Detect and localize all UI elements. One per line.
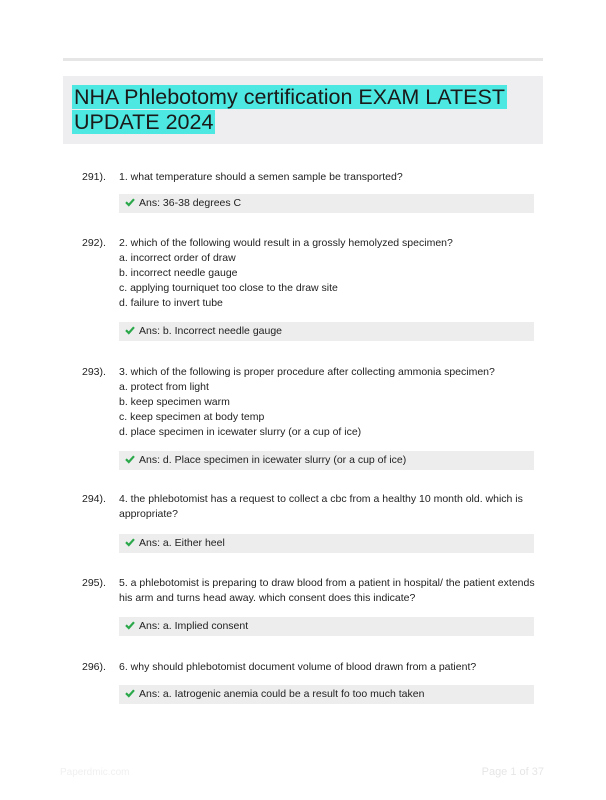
question-line: 1. what temperature should a semen sample be transported? bbox=[119, 171, 403, 183]
option-a: a. incorrect order of draw bbox=[119, 252, 236, 264]
footer-site-watermark: Paperdmic.com bbox=[60, 767, 130, 778]
option-d: d. failure to invert tube bbox=[119, 297, 223, 309]
option-c: c. applying tourniquet too close to the draw site bbox=[119, 282, 338, 294]
answer-text: Ans: b. Incorrect needle gauge bbox=[139, 325, 283, 337]
answer-box bbox=[119, 617, 534, 636]
question-number: 294). bbox=[82, 493, 106, 505]
checkmark-icon bbox=[125, 688, 135, 698]
footer-page-number: Page 1 of 37 bbox=[481, 766, 544, 778]
answer-text: Ans: a. Implied consent bbox=[139, 620, 249, 632]
answer-text: Ans: 36-38 degrees C bbox=[139, 197, 242, 209]
answer-box bbox=[119, 685, 534, 704]
question-text bbox=[119, 236, 539, 311]
page-title: NHA Phlebotomy certification EXAM LATEST UPDATE 2024 bbox=[74, 85, 505, 134]
answer-text: Ans: d. Place specimen in icewater slurry (or a cup of ice) bbox=[139, 454, 407, 466]
option-a: a. protect from light bbox=[119, 381, 209, 393]
checkmark-icon bbox=[125, 197, 135, 207]
option-c: c. keep specimen at body temp bbox=[119, 411, 265, 423]
question-number: 295). bbox=[82, 577, 106, 589]
question-text bbox=[119, 660, 539, 675]
checkmark-icon bbox=[125, 325, 135, 335]
option-b: b. incorrect needle gauge bbox=[119, 267, 238, 279]
question-line: 6. why should phlebotomist document volume of blood drawn from a patient? bbox=[119, 661, 477, 673]
title-banner bbox=[63, 76, 543, 144]
question-line: 3. which of the following is proper procedure after collecting ammonia specimen? bbox=[119, 366, 495, 378]
question-line: 4. the phlebotomist has a request to collect a cbc from a healthy 10 month old. which is appropriate? bbox=[119, 493, 523, 520]
question-number: 292). bbox=[82, 237, 106, 249]
question-number: 291). bbox=[82, 171, 106, 183]
answer-box bbox=[119, 534, 534, 553]
answer-text: Ans: a. Iatrogenic anemia could be a result fo too much taken bbox=[139, 688, 425, 700]
option-b: b. keep specimen warm bbox=[119, 396, 230, 408]
top-divider bbox=[63, 58, 543, 61]
question-text bbox=[119, 576, 539, 606]
answer-box bbox=[119, 194, 534, 213]
checkmark-icon bbox=[125, 454, 135, 464]
checkmark-icon bbox=[125, 620, 135, 630]
question-text bbox=[119, 170, 539, 185]
question-line: 5. a phlebotomist is preparing to draw blood from a patient in hospital/ the patient extends his arm and turns head away. which consent does this indicate? bbox=[119, 577, 535, 604]
answer-text: Ans: a. Either heel bbox=[139, 537, 225, 549]
answer-box bbox=[119, 322, 534, 341]
question-text bbox=[119, 365, 539, 440]
checkmark-icon bbox=[125, 537, 135, 547]
answer-box bbox=[119, 451, 534, 470]
question-text bbox=[119, 492, 539, 522]
question-line: 2. which of the following would result in a grossly hemolyzed specimen? bbox=[119, 237, 453, 249]
option-d: d. place specimen in icewater slurry (or a cup of ice) bbox=[119, 426, 362, 438]
question-number: 293). bbox=[82, 366, 106, 378]
question-number: 296). bbox=[82, 661, 106, 673]
